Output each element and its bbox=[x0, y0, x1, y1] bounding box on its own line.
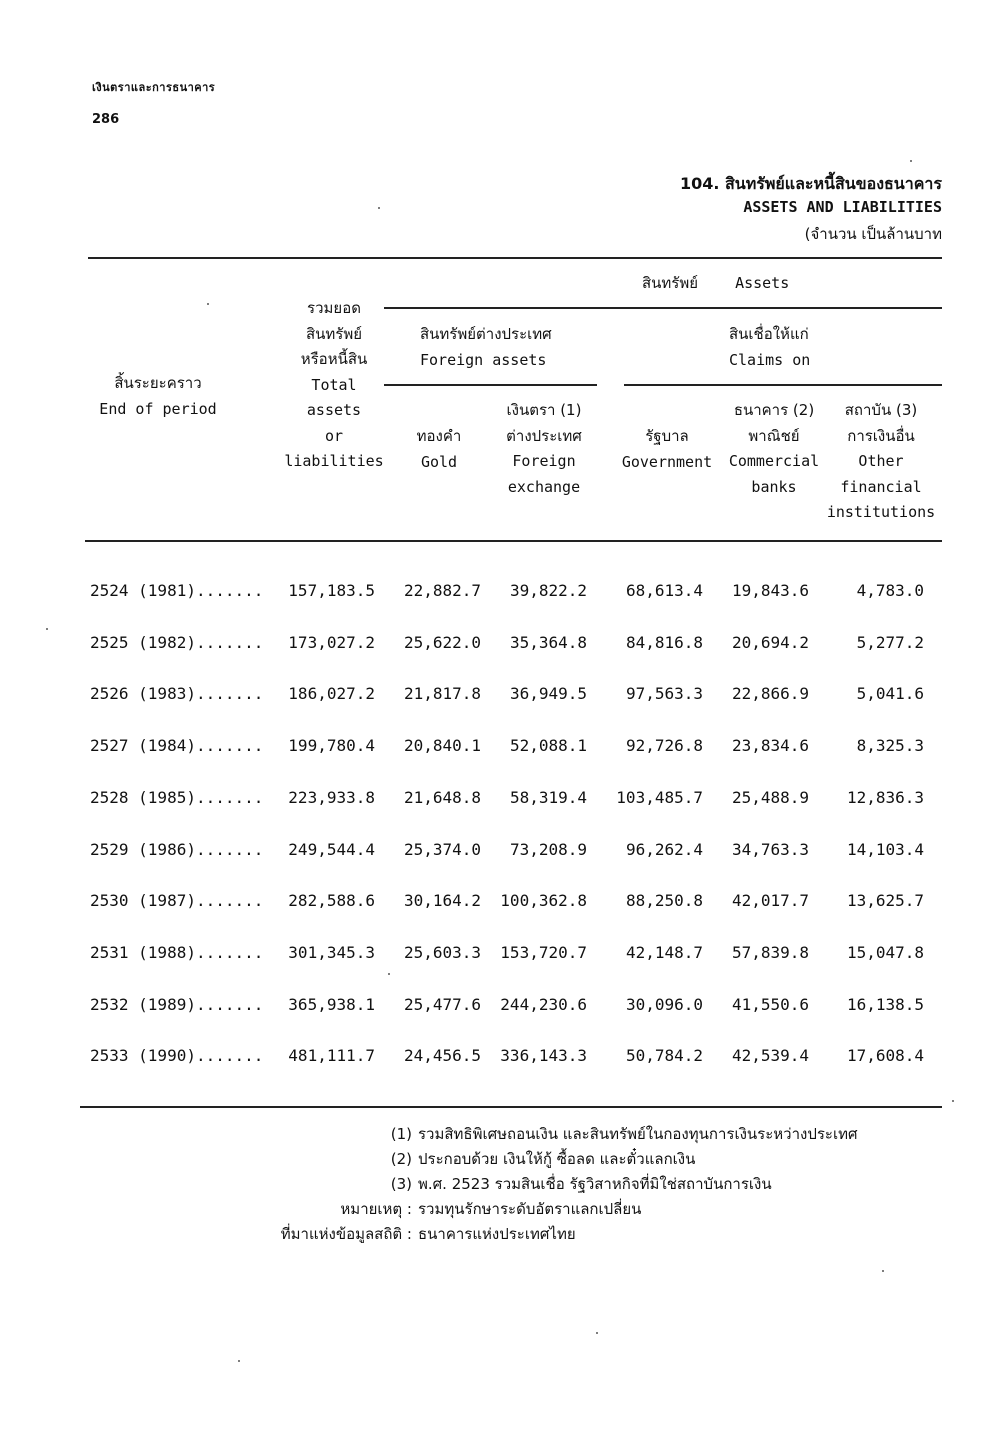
footnote-line bbox=[0, 1197, 990, 1222]
table-row bbox=[0, 943, 990, 967]
cell-foreign-exchange: 100,362.8 bbox=[500, 891, 587, 911]
running-title: เงินตราและการธนาคาร bbox=[92, 81, 216, 94]
cell-government: 97,563.3 bbox=[625, 684, 703, 704]
scan-speck bbox=[238, 1360, 240, 1362]
cell-period: 2527 (1984)....... bbox=[90, 736, 264, 756]
footnote-label: (3) bbox=[390, 1175, 412, 1193]
cell-gold: 20,840.1 bbox=[403, 736, 481, 756]
cell-commercial-banks: 41,550.6 bbox=[731, 994, 809, 1014]
cell-total: 186,027.2 bbox=[288, 684, 375, 704]
table-row bbox=[0, 840, 990, 864]
cell-government: 96,262.4 bbox=[625, 839, 703, 859]
header-foreign-exchange bbox=[492, 398, 596, 500]
cell-other-institutions: 14,103.4 bbox=[846, 839, 924, 859]
header-total-line: สินทรัพย์ bbox=[305, 324, 363, 343]
footnote-label: ที่มาแห่งข้อมูลสถิติ : bbox=[280, 1225, 412, 1243]
table-row bbox=[0, 891, 990, 915]
header-other-line: การเงินอื่น bbox=[847, 426, 915, 445]
table-title-thai: 104. สินทรัพย์และหนี้สินของธนาคาร bbox=[679, 174, 942, 193]
cell-other-institutions: 4,783.0 bbox=[856, 581, 924, 600]
footnote-label: (1) bbox=[390, 1125, 412, 1143]
header-claims-thai: สินเชื่อให้แก่ bbox=[729, 325, 809, 343]
cell-commercial-banks: 34,763.3 bbox=[731, 839, 809, 859]
header-total-line: assets bbox=[306, 401, 362, 419]
header-other-line: institutions bbox=[826, 503, 936, 521]
cell-gold: 21,648.8 bbox=[403, 787, 481, 807]
cell-total: 223,933.8 bbox=[288, 787, 375, 807]
header-government bbox=[619, 424, 715, 475]
table-row bbox=[0, 995, 990, 1019]
header-govt-thai: รัฐบาล bbox=[645, 427, 689, 445]
footnote-line bbox=[0, 1122, 990, 1147]
cell-gold: 25,622.0 bbox=[403, 632, 481, 652]
header-assets-group bbox=[642, 271, 789, 297]
cell-gold: 25,477.6 bbox=[403, 994, 481, 1014]
header-total-line: Total bbox=[311, 375, 357, 394]
cell-government: 84,816.8 bbox=[625, 632, 703, 652]
cell-commercial-banks: 25,488.9 bbox=[731, 787, 809, 807]
footnote-text: รวมสิทธิพิเศษถอนเงิน และสินทรัพย์ในกองทุนการเงินระหว่างประเทศ bbox=[418, 1125, 858, 1143]
header-total-line: หรือหนี้สิน bbox=[300, 350, 368, 368]
header-other-line: financial bbox=[840, 477, 922, 496]
table-row bbox=[0, 736, 990, 760]
header-total-line: or bbox=[324, 426, 344, 445]
scan-speck bbox=[882, 1270, 884, 1272]
cell-period: 2531 (1988)....... bbox=[90, 942, 264, 962]
cell-foreign-exchange: 39,822.2 bbox=[509, 581, 587, 600]
scan-speck bbox=[910, 160, 912, 162]
cell-gold: 22,882.7 bbox=[403, 581, 481, 600]
foreign-assets-rule bbox=[384, 384, 597, 386]
cell-foreign-exchange: 244,230.6 bbox=[500, 994, 587, 1014]
cell-period: 2529 (1986)....... bbox=[90, 839, 264, 859]
cell-government: 92,726.8 bbox=[625, 736, 703, 756]
cell-government: 88,250.8 bbox=[625, 891, 703, 911]
header-commercial-banks bbox=[724, 398, 824, 500]
header-banks-line: Commercial bbox=[728, 452, 820, 470]
table-row bbox=[0, 581, 990, 605]
cell-foreign-exchange: 58,319.4 bbox=[509, 787, 587, 807]
cell-period: 2528 (1985)....... bbox=[90, 787, 264, 807]
cell-total: 282,588.6 bbox=[288, 891, 375, 911]
header-other-institutions bbox=[822, 398, 940, 526]
footnote-text: ธนาคารแห่งประเทศไทย bbox=[418, 1225, 576, 1243]
header-fx-line: Foreign bbox=[512, 452, 576, 470]
cell-other-institutions: 17,608.4 bbox=[846, 1046, 924, 1066]
cell-other-institutions: 5,277.2 bbox=[856, 632, 924, 652]
header-assets-thai: สินทรัพย์ bbox=[642, 274, 699, 292]
cell-other-institutions: 16,138.5 bbox=[846, 994, 924, 1014]
header-claims-on bbox=[729, 322, 810, 373]
header-claims-english: Claims on bbox=[729, 350, 811, 369]
scan-speck bbox=[388, 973, 390, 975]
scan-speck bbox=[952, 1100, 954, 1102]
cell-commercial-banks: 20,694.2 bbox=[731, 632, 809, 652]
unit-note: (จำนวน เป็นล้านบาท bbox=[804, 225, 942, 243]
page-number: 286 bbox=[92, 112, 120, 127]
footnote-text: ประกอบด้วย เงินให้กู้ ซื้อลด และตั๋วแลกเงิน bbox=[418, 1150, 696, 1168]
footnote-text: พ.ศ. 2523 รวมสินเชื่อ รัฐวิสาหกิจที่มิใช่สถาบันการเงิน bbox=[418, 1175, 772, 1193]
cell-period: 2524 (1981)....... bbox=[90, 581, 264, 600]
header-gold-english: Gold bbox=[420, 452, 458, 471]
header-assets-english: Assets bbox=[735, 274, 790, 292]
cell-gold: 30,164.2 bbox=[403, 891, 481, 911]
scan-speck bbox=[596, 1332, 598, 1334]
footnote-line bbox=[0, 1172, 990, 1197]
footnotes bbox=[0, 1122, 990, 1247]
cell-commercial-banks: 42,017.7 bbox=[731, 891, 809, 911]
cell-total: 199,780.4 bbox=[288, 736, 375, 756]
cell-other-institutions: 8,325.3 bbox=[856, 736, 924, 756]
footnote-label: (2) bbox=[390, 1150, 412, 1168]
header-other-line: Other bbox=[858, 452, 904, 470]
cell-commercial-banks: 19,843.6 bbox=[731, 581, 809, 600]
table-row bbox=[0, 684, 990, 708]
cell-gold: 24,456.5 bbox=[403, 1046, 481, 1066]
header-period bbox=[88, 371, 228, 422]
header-bottom-rule bbox=[85, 540, 942, 542]
cell-period: 2533 (1990)....... bbox=[90, 1046, 264, 1066]
cell-government: 42,148.7 bbox=[625, 942, 703, 962]
cell-government: 68,613.4 bbox=[625, 581, 703, 600]
cell-period: 2525 (1982)....... bbox=[90, 632, 264, 652]
header-govt-english: Government bbox=[621, 452, 713, 471]
cell-period: 2530 (1987)....... bbox=[90, 891, 264, 911]
footnote-label: หมายเหตุ : bbox=[340, 1200, 412, 1218]
cell-commercial-banks: 23,834.6 bbox=[731, 736, 809, 756]
cell-government: 30,096.0 bbox=[625, 994, 703, 1014]
header-gold-thai: ทองคำ bbox=[416, 427, 462, 445]
cell-total: 157,183.5 bbox=[288, 581, 375, 600]
table-title-english: ASSETS AND LIABILITIES bbox=[743, 198, 942, 216]
header-fx-line: ต่างประเทศ bbox=[506, 426, 582, 445]
claims-rule bbox=[624, 384, 942, 386]
cell-other-institutions: 5,041.6 bbox=[856, 684, 924, 704]
footnote-line bbox=[0, 1147, 990, 1172]
cell-gold: 21,817.8 bbox=[403, 684, 481, 704]
header-foreign-thai: สินทรัพย์ต่างประเทศ bbox=[420, 325, 552, 343]
header-other-line: สถาบัน (3) bbox=[844, 401, 918, 419]
cell-period: 2526 (1983)....... bbox=[90, 684, 264, 704]
scan-speck bbox=[46, 628, 48, 630]
table-row bbox=[0, 788, 990, 812]
cell-foreign-exchange: 73,208.9 bbox=[509, 839, 587, 859]
cell-total: 365,938.1 bbox=[288, 994, 375, 1014]
footnote-line bbox=[0, 1222, 990, 1247]
header-banks-line: พาณิชย์ bbox=[748, 426, 800, 445]
cell-foreign-exchange: 153,720.7 bbox=[500, 942, 587, 962]
header-fx-line: เงินตรา (1) bbox=[506, 401, 582, 419]
header-foreign-assets bbox=[420, 322, 552, 373]
table-bottom-rule bbox=[80, 1106, 942, 1108]
scan-speck bbox=[378, 207, 380, 209]
table-row bbox=[0, 1046, 990, 1070]
scan-speck bbox=[207, 303, 209, 305]
header-banks-line: ธนาคาร (2) bbox=[733, 401, 815, 419]
cell-other-institutions: 15,047.8 bbox=[846, 942, 924, 962]
cell-total: 301,345.3 bbox=[288, 942, 375, 962]
cell-government: 103,485.7 bbox=[616, 787, 703, 807]
cell-total: 481,111.7 bbox=[288, 1046, 375, 1066]
cell-foreign-exchange: 52,088.1 bbox=[509, 736, 587, 756]
cell-government: 50,784.2 bbox=[625, 1046, 703, 1066]
header-gold bbox=[402, 424, 476, 475]
cell-commercial-banks: 42,539.4 bbox=[731, 1046, 809, 1066]
header-period-english: End of period bbox=[99, 399, 217, 418]
cell-total: 173,027.2 bbox=[288, 632, 375, 652]
cell-gold: 25,603.3 bbox=[403, 942, 481, 962]
cell-commercial-banks: 22,866.9 bbox=[731, 684, 809, 704]
header-period-thai: สิ้นระยะคราว bbox=[114, 374, 202, 392]
cell-period: 2532 (1989)....... bbox=[90, 994, 264, 1014]
assets-group-rule bbox=[384, 307, 942, 309]
header-total bbox=[276, 296, 392, 475]
table-row bbox=[0, 633, 990, 657]
header-foreign-english: Foreign assets bbox=[420, 350, 547, 369]
cell-foreign-exchange: 36,949.5 bbox=[509, 684, 587, 704]
cell-other-institutions: 13,625.7 bbox=[846, 891, 924, 911]
header-top-rule bbox=[88, 257, 942, 259]
cell-foreign-exchange: 336,143.3 bbox=[500, 1046, 587, 1066]
header-fx-line: exchange bbox=[507, 477, 581, 496]
cell-gold: 25,374.0 bbox=[403, 839, 481, 859]
header-banks-line: banks bbox=[751, 477, 797, 496]
cell-commercial-banks: 57,839.8 bbox=[731, 942, 809, 962]
header-total-line: liabilities bbox=[284, 452, 384, 470]
cell-other-institutions: 12,836.3 bbox=[846, 787, 924, 807]
header-total-line: รวมยอด bbox=[307, 299, 361, 317]
cell-foreign-exchange: 35,364.8 bbox=[509, 632, 587, 652]
cell-total: 249,544.4 bbox=[288, 839, 375, 859]
footnote-text: รวมทุนรักษาระดับอัตราแลกเปลี่ยน bbox=[418, 1200, 642, 1218]
